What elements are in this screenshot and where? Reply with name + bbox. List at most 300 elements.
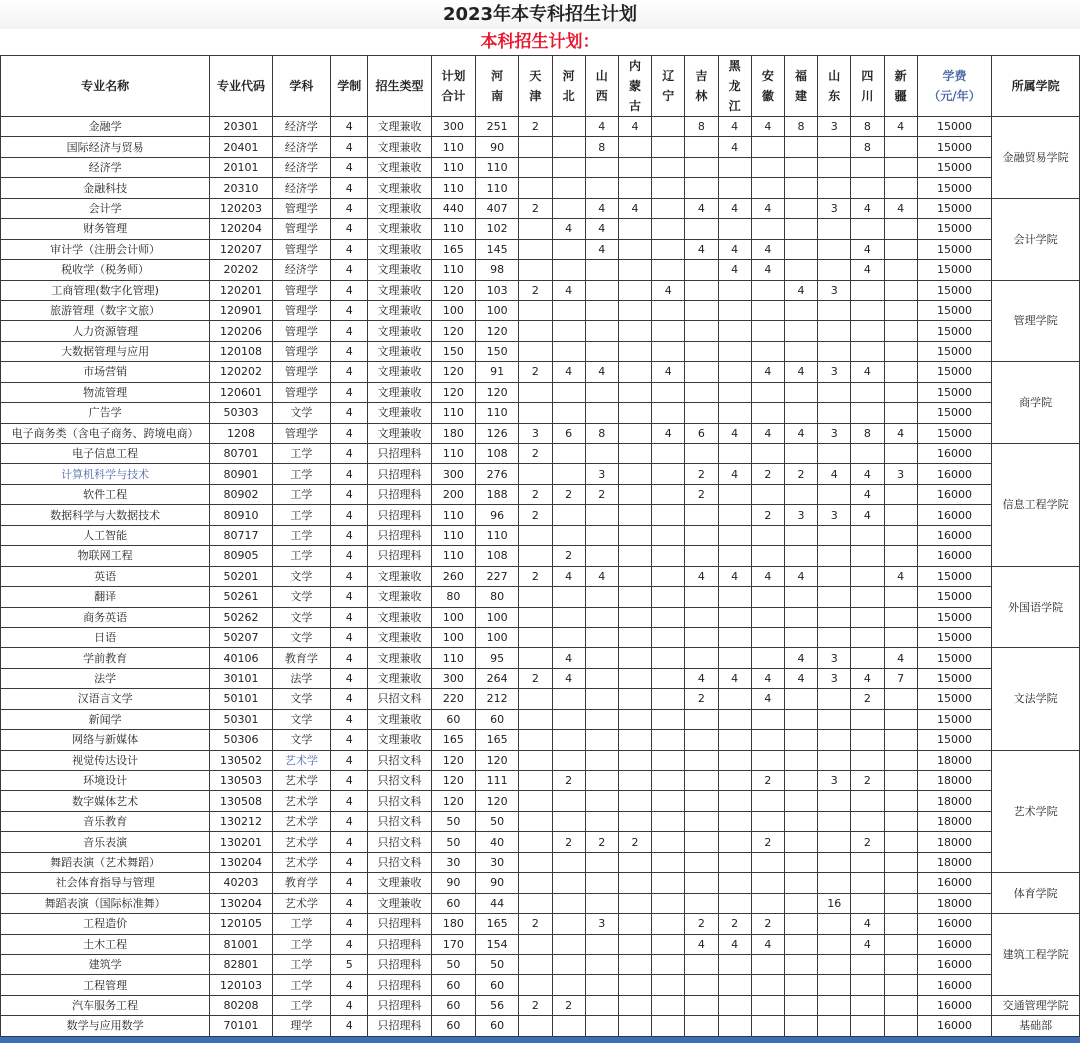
cell-years: 4 bbox=[331, 382, 368, 402]
cell-sichuan bbox=[851, 791, 884, 811]
cell-hebei bbox=[552, 260, 585, 280]
cell-xinjiang: 4 bbox=[884, 117, 917, 137]
cell-total: 100 bbox=[431, 627, 475, 647]
cell-years: 4 bbox=[331, 873, 368, 893]
cell-years: 4 bbox=[331, 444, 368, 464]
cell-years: 4 bbox=[331, 832, 368, 852]
cell-total: 200 bbox=[431, 484, 475, 504]
cell-anhui bbox=[751, 137, 784, 157]
cell-tianjin: 2 bbox=[519, 280, 552, 300]
cell-total: 110 bbox=[431, 525, 475, 545]
cell-tianjin bbox=[519, 627, 552, 647]
cell-anhui bbox=[751, 791, 784, 811]
table-row bbox=[1, 689, 1080, 709]
table-row bbox=[1, 239, 1080, 259]
cell-liaoning bbox=[652, 219, 685, 239]
cell-jilin bbox=[685, 444, 718, 464]
cell-shanxi bbox=[585, 546, 618, 566]
cell-type: 文理兼收 bbox=[368, 893, 431, 913]
cell-tianjin bbox=[519, 464, 552, 484]
cell-total: 150 bbox=[431, 341, 475, 361]
cell-hebei bbox=[552, 709, 585, 729]
cell-xinjiang: 7 bbox=[884, 668, 917, 688]
cell-henan: 120 bbox=[476, 791, 519, 811]
cell-jilin bbox=[685, 321, 718, 341]
table-row bbox=[1, 423, 1080, 443]
cell-shanxi bbox=[585, 954, 618, 974]
cell-henan: 407 bbox=[476, 198, 519, 218]
cell-neimenggu: 4 bbox=[618, 198, 651, 218]
cell-tianjin bbox=[519, 157, 552, 177]
cell-type: 只招理科 bbox=[368, 1016, 431, 1036]
cell-anhui: 4 bbox=[751, 198, 784, 218]
cell-shandong bbox=[818, 627, 851, 647]
cell-fee: 15000 bbox=[917, 117, 991, 137]
cell-heilongjiang bbox=[718, 709, 751, 729]
cell-neimenggu: 2 bbox=[618, 832, 651, 852]
cell-total: 120 bbox=[431, 321, 475, 341]
page-subtitle: 本科招生计划： bbox=[480, 32, 600, 52]
cell-fee: 15000 bbox=[917, 689, 991, 709]
cell-sichuan bbox=[851, 280, 884, 300]
cell-jilin bbox=[685, 505, 718, 525]
cell-xinjiang bbox=[884, 893, 917, 913]
college-name: 交通管理学院 bbox=[992, 995, 1080, 1015]
cell-jilin bbox=[685, 260, 718, 280]
cell-liaoning bbox=[652, 689, 685, 709]
cell-heilongjiang bbox=[718, 178, 751, 198]
cell-jilin: 4 bbox=[685, 934, 718, 954]
cell-sichuan bbox=[851, 219, 884, 239]
cell-sichuan bbox=[851, 403, 884, 423]
column-header-tianjin: 天 津 bbox=[519, 56, 552, 117]
cell-tianjin: 2 bbox=[519, 484, 552, 504]
cell-total: 165 bbox=[431, 730, 475, 750]
cell-xinjiang bbox=[884, 1016, 917, 1036]
cell-henan: 40 bbox=[476, 832, 519, 852]
cell-liaoning bbox=[652, 648, 685, 668]
cell-jilin bbox=[685, 1016, 718, 1036]
cell-fujian bbox=[784, 709, 817, 729]
cell-total: 120 bbox=[431, 382, 475, 402]
cell-total: 60 bbox=[431, 995, 475, 1015]
cell-jilin: 2 bbox=[685, 464, 718, 484]
cell-code: 50261 bbox=[210, 587, 272, 607]
cell-jilin: 8 bbox=[685, 117, 718, 137]
cell-jilin bbox=[685, 525, 718, 545]
cell-liaoning bbox=[652, 484, 685, 504]
table-header-row bbox=[1, 56, 1080, 117]
cell-fee: 15000 bbox=[917, 321, 991, 341]
cell-tianjin bbox=[519, 321, 552, 341]
cell-neimenggu bbox=[618, 995, 651, 1015]
cell-fujian: 4 bbox=[784, 668, 817, 688]
cell-fujian bbox=[784, 219, 817, 239]
cell-fujian bbox=[784, 832, 817, 852]
cell-neimenggu bbox=[618, 1016, 651, 1036]
cell-sichuan bbox=[851, 730, 884, 750]
cell-liaoning bbox=[652, 157, 685, 177]
column-header-years: 学制 bbox=[331, 56, 368, 117]
cell-code: 120206 bbox=[210, 321, 272, 341]
cell-code: 130204 bbox=[210, 852, 272, 872]
cell-tianjin: 2 bbox=[519, 668, 552, 688]
cell-total: 120 bbox=[431, 750, 475, 770]
cell-name: 汉语言文学 bbox=[1, 689, 210, 709]
cell-subject: 工学 bbox=[272, 975, 330, 995]
cell-total: 110 bbox=[431, 157, 475, 177]
cell-code: 130502 bbox=[210, 750, 272, 770]
cell-hebei bbox=[552, 954, 585, 974]
cell-years: 4 bbox=[331, 117, 368, 137]
cell-tianjin bbox=[519, 341, 552, 361]
cell-fujian bbox=[784, 444, 817, 464]
cell-henan: 227 bbox=[476, 566, 519, 586]
cell-subject: 文学 bbox=[272, 627, 330, 647]
cell-henan: 120 bbox=[476, 750, 519, 770]
cell-hebei bbox=[552, 239, 585, 259]
cell-subject: 经济学 bbox=[272, 117, 330, 137]
cell-xinjiang bbox=[884, 280, 917, 300]
cell-code: 40203 bbox=[210, 873, 272, 893]
cell-shanxi: 2 bbox=[585, 832, 618, 852]
cell-fee: 16000 bbox=[917, 954, 991, 974]
column-header-type: 招生类型 bbox=[368, 56, 431, 117]
cell-hebei bbox=[552, 975, 585, 995]
cell-henan: 50 bbox=[476, 954, 519, 974]
cell-shanxi bbox=[585, 178, 618, 198]
cell-years: 4 bbox=[331, 627, 368, 647]
cell-xinjiang bbox=[884, 689, 917, 709]
cell-henan: 145 bbox=[476, 239, 519, 259]
cell-subject: 工学 bbox=[272, 464, 330, 484]
cell-total: 110 bbox=[431, 137, 475, 157]
cell-fee: 16000 bbox=[917, 995, 991, 1015]
cell-shanxi bbox=[585, 709, 618, 729]
cell-anhui bbox=[751, 607, 784, 627]
cell-neimenggu bbox=[618, 137, 651, 157]
cell-jilin bbox=[685, 750, 718, 770]
cell-heilongjiang bbox=[718, 300, 751, 320]
cell-type: 只招文科 bbox=[368, 791, 431, 811]
cell-anhui bbox=[751, 893, 784, 913]
cell-xinjiang bbox=[884, 505, 917, 525]
cell-fujian bbox=[784, 300, 817, 320]
cell-neimenggu: 4 bbox=[618, 117, 651, 137]
cell-heilongjiang: 4 bbox=[718, 668, 751, 688]
cell-fujian bbox=[784, 198, 817, 218]
cell-name: 日语 bbox=[1, 627, 210, 647]
cell-total: 110 bbox=[431, 260, 475, 280]
cell-heilongjiang: 2 bbox=[718, 914, 751, 934]
cell-neimenggu bbox=[618, 525, 651, 545]
cell-neimenggu bbox=[618, 403, 651, 423]
cell-xinjiang: 4 bbox=[884, 198, 917, 218]
cell-xinjiang: 4 bbox=[884, 423, 917, 443]
cell-liaoning bbox=[652, 771, 685, 791]
cell-heilongjiang: 4 bbox=[718, 137, 751, 157]
cell-shandong bbox=[818, 260, 851, 280]
cell-hebei: 2 bbox=[552, 995, 585, 1015]
cell-subject: 教育学 bbox=[272, 873, 330, 893]
table-row bbox=[1, 975, 1080, 995]
cell-type: 只招文科 bbox=[368, 811, 431, 831]
cell-years: 5 bbox=[331, 954, 368, 974]
cell-anhui bbox=[751, 587, 784, 607]
cell-type: 文理兼收 bbox=[368, 607, 431, 627]
cell-henan: 91 bbox=[476, 362, 519, 382]
cell-heilongjiang bbox=[718, 975, 751, 995]
cell-years: 4 bbox=[331, 300, 368, 320]
cell-subject: 工学 bbox=[272, 444, 330, 464]
cell-subject: 管理学 bbox=[272, 321, 330, 341]
cell-name: 数学与应用数学 bbox=[1, 1016, 210, 1036]
cell-henan: 108 bbox=[476, 546, 519, 566]
cell-tianjin bbox=[519, 975, 552, 995]
cell-shandong bbox=[818, 791, 851, 811]
column-header-total: 计划 合计 bbox=[431, 56, 475, 117]
cell-xinjiang: 3 bbox=[884, 464, 917, 484]
table-row bbox=[1, 934, 1080, 954]
cell-code: 80208 bbox=[210, 995, 272, 1015]
cell-tianjin bbox=[519, 1016, 552, 1036]
cell-fee: 15000 bbox=[917, 239, 991, 259]
cell-shanxi bbox=[585, 525, 618, 545]
column-header-anhui: 安 徽 bbox=[751, 56, 784, 117]
cell-years: 4 bbox=[331, 975, 368, 995]
cell-anhui bbox=[751, 627, 784, 647]
cell-henan: 80 bbox=[476, 587, 519, 607]
cell-fujian bbox=[784, 137, 817, 157]
cell-shandong: 4 bbox=[818, 464, 851, 484]
cell-hebei bbox=[552, 873, 585, 893]
cell-fee: 15000 bbox=[917, 648, 991, 668]
cell-total: 110 bbox=[431, 546, 475, 566]
cell-jilin bbox=[685, 975, 718, 995]
cell-fee: 16000 bbox=[917, 505, 991, 525]
cell-total: 300 bbox=[431, 117, 475, 137]
cell-jilin bbox=[685, 362, 718, 382]
cell-tianjin bbox=[519, 525, 552, 545]
cell-fee: 18000 bbox=[917, 811, 991, 831]
enrollment-plan-table bbox=[0, 55, 1080, 1037]
cell-shanxi bbox=[585, 852, 618, 872]
cell-jilin bbox=[685, 403, 718, 423]
table-row bbox=[1, 219, 1080, 239]
cell-code: 130503 bbox=[210, 771, 272, 791]
cell-henan: 276 bbox=[476, 464, 519, 484]
cell-years: 4 bbox=[331, 811, 368, 831]
cell-fujian bbox=[784, 750, 817, 770]
cell-years: 4 bbox=[331, 178, 368, 198]
cell-anhui: 4 bbox=[751, 260, 784, 280]
table-row bbox=[1, 668, 1080, 688]
cell-tianjin bbox=[519, 873, 552, 893]
cell-shanxi bbox=[585, 444, 618, 464]
cell-anhui bbox=[751, 954, 784, 974]
cell-henan: 120 bbox=[476, 321, 519, 341]
column-header-xinjiang: 新 疆 bbox=[884, 56, 917, 117]
table-row bbox=[1, 607, 1080, 627]
table-row bbox=[1, 771, 1080, 791]
cell-shandong: 3 bbox=[818, 423, 851, 443]
table-row bbox=[1, 709, 1080, 729]
cell-subject: 经济学 bbox=[272, 157, 330, 177]
bottom-accent-bar bbox=[0, 1037, 1080, 1043]
cell-heilongjiang bbox=[718, 995, 751, 1015]
cell-total: 440 bbox=[431, 198, 475, 218]
cell-total: 60 bbox=[431, 1016, 475, 1036]
column-header-fee: 学费 （元/年） bbox=[917, 56, 991, 117]
cell-sichuan: 4 bbox=[851, 260, 884, 280]
cell-neimenggu bbox=[618, 178, 651, 198]
cell-fujian bbox=[784, 260, 817, 280]
cell-shandong bbox=[818, 403, 851, 423]
cell-tianjin bbox=[519, 239, 552, 259]
cell-liaoning bbox=[652, 750, 685, 770]
cell-shandong bbox=[818, 934, 851, 954]
cell-neimenggu bbox=[618, 341, 651, 361]
cell-total: 90 bbox=[431, 873, 475, 893]
cell-code: 20301 bbox=[210, 117, 272, 137]
cell-subject: 文学 bbox=[272, 709, 330, 729]
cell-jilin bbox=[685, 852, 718, 872]
cell-jilin bbox=[685, 137, 718, 157]
cell-fee: 15000 bbox=[917, 341, 991, 361]
cell-shandong bbox=[818, 382, 851, 402]
cell-liaoning bbox=[652, 525, 685, 545]
cell-hebei bbox=[552, 178, 585, 198]
cell-anhui: 4 bbox=[751, 566, 784, 586]
cell-xinjiang bbox=[884, 260, 917, 280]
cell-code: 50201 bbox=[210, 566, 272, 586]
cell-anhui: 4 bbox=[751, 934, 784, 954]
cell-henan: 165 bbox=[476, 730, 519, 750]
cell-tianjin bbox=[519, 934, 552, 954]
college-name: 商学院 bbox=[992, 362, 1080, 444]
cell-anhui bbox=[751, 219, 784, 239]
cell-shandong bbox=[818, 975, 851, 995]
cell-sichuan: 4 bbox=[851, 464, 884, 484]
cell-hebei bbox=[552, 403, 585, 423]
cell-xinjiang bbox=[884, 995, 917, 1015]
table-row bbox=[1, 1016, 1080, 1036]
cell-name: 审计学（注册会计师） bbox=[1, 239, 210, 259]
cell-fee: 16000 bbox=[917, 975, 991, 995]
cell-name: 数据科学与大数据技术 bbox=[1, 505, 210, 525]
cell-anhui bbox=[751, 178, 784, 198]
cell-xinjiang bbox=[884, 300, 917, 320]
cell-neimenggu bbox=[618, 362, 651, 382]
table-row bbox=[1, 198, 1080, 218]
table-row bbox=[1, 178, 1080, 198]
cell-jilin bbox=[685, 300, 718, 320]
cell-years: 4 bbox=[331, 1016, 368, 1036]
cell-code: 120103 bbox=[210, 975, 272, 995]
cell-subject: 艺术学 bbox=[272, 750, 330, 770]
cell-anhui bbox=[751, 995, 784, 1015]
cell-type: 只招理科 bbox=[368, 546, 431, 566]
cell-henan: 110 bbox=[476, 178, 519, 198]
cell-years: 4 bbox=[331, 341, 368, 361]
cell-years: 4 bbox=[331, 239, 368, 259]
cell-subject: 管理学 bbox=[272, 280, 330, 300]
cell-code: 120202 bbox=[210, 362, 272, 382]
cell-total: 50 bbox=[431, 954, 475, 974]
cell-xinjiang bbox=[884, 444, 917, 464]
cell-heilongjiang bbox=[718, 811, 751, 831]
cell-fujian bbox=[784, 1016, 817, 1036]
cell-shandong bbox=[818, 995, 851, 1015]
cell-subject: 文学 bbox=[272, 403, 330, 423]
cell-name: 物流管理 bbox=[1, 382, 210, 402]
cell-shanxi bbox=[585, 1016, 618, 1036]
cell-shandong: 3 bbox=[818, 198, 851, 218]
cell-xinjiang: 4 bbox=[884, 566, 917, 586]
cell-code: 30101 bbox=[210, 668, 272, 688]
cell-fujian bbox=[784, 771, 817, 791]
cell-sichuan: 2 bbox=[851, 832, 884, 852]
cell-jilin bbox=[685, 280, 718, 300]
cell-sichuan bbox=[851, 341, 884, 361]
cell-total: 220 bbox=[431, 689, 475, 709]
cell-henan: 108 bbox=[476, 444, 519, 464]
cell-fujian: 4 bbox=[784, 648, 817, 668]
cell-xinjiang bbox=[884, 137, 917, 157]
cell-subject: 艺术学 bbox=[272, 852, 330, 872]
cell-jilin bbox=[685, 341, 718, 361]
cell-neimenggu bbox=[618, 811, 651, 831]
cell-neimenggu bbox=[618, 668, 651, 688]
cell-hebei bbox=[552, 464, 585, 484]
cell-shanxi bbox=[585, 873, 618, 893]
cell-subject: 工学 bbox=[272, 995, 330, 1015]
college-name: 管理学院 bbox=[992, 280, 1080, 362]
cell-heilongjiang: 4 bbox=[718, 260, 751, 280]
cell-shanxi bbox=[585, 648, 618, 668]
cell-hebei bbox=[552, 157, 585, 177]
cell-shanxi bbox=[585, 321, 618, 341]
cell-anhui: 4 bbox=[751, 668, 784, 688]
cell-shanxi bbox=[585, 587, 618, 607]
cell-type: 只招理科 bbox=[368, 914, 431, 934]
cell-fujian bbox=[784, 321, 817, 341]
cell-sichuan: 8 bbox=[851, 423, 884, 443]
cell-tianjin bbox=[519, 607, 552, 627]
cell-shandong bbox=[818, 709, 851, 729]
cell-name: 汽车服务工程 bbox=[1, 995, 210, 1015]
cell-anhui bbox=[751, 484, 784, 504]
cell-fujian bbox=[784, 873, 817, 893]
cell-heilongjiang: 4 bbox=[718, 934, 751, 954]
cell-subject: 工学 bbox=[272, 914, 330, 934]
cell-total: 30 bbox=[431, 852, 475, 872]
cell-shandong bbox=[818, 444, 851, 464]
cell-shandong bbox=[818, 750, 851, 770]
cell-henan: 100 bbox=[476, 300, 519, 320]
cell-name: 人力资源管理 bbox=[1, 321, 210, 341]
cell-shanxi bbox=[585, 995, 618, 1015]
cell-hebei: 4 bbox=[552, 648, 585, 668]
cell-xinjiang bbox=[884, 852, 917, 872]
cell-subject: 法学 bbox=[272, 668, 330, 688]
cell-jilin bbox=[685, 157, 718, 177]
cell-heilongjiang bbox=[718, 954, 751, 974]
cell-type: 文理兼收 bbox=[368, 587, 431, 607]
cell-total: 110 bbox=[431, 178, 475, 198]
cell-sichuan: 4 bbox=[851, 239, 884, 259]
cell-years: 4 bbox=[331, 546, 368, 566]
